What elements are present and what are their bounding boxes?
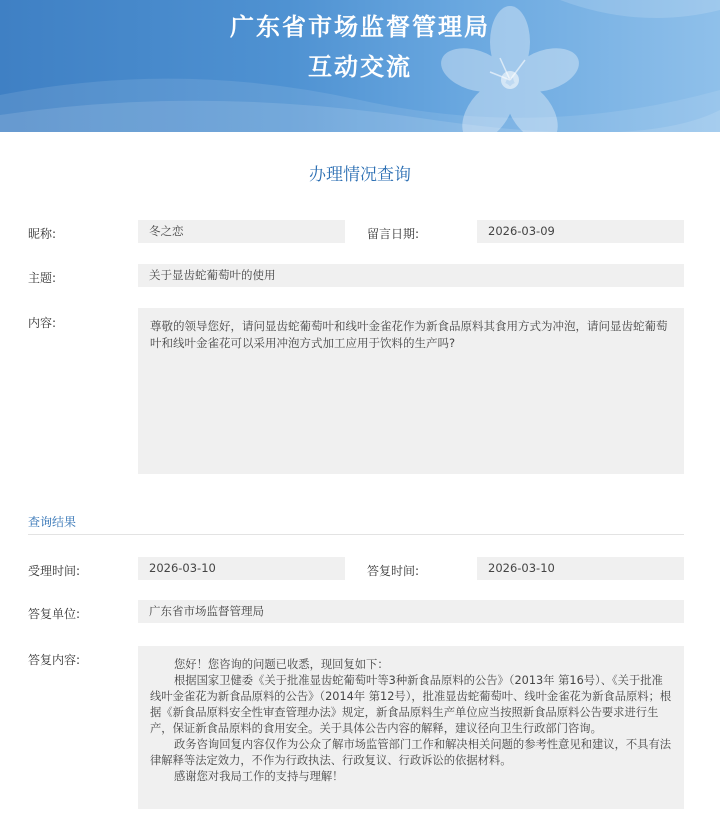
reply-unit-label: 答复单位: xyxy=(28,607,81,621)
reply-paragraph: 感谢您对我局工作的支持与理解！ xyxy=(174,770,344,783)
date-label: 留言日期: xyxy=(367,227,420,241)
nickname-label: 昵称: xyxy=(28,227,57,241)
accept-time-label: 受理时间: xyxy=(28,564,81,578)
header-subtitle: 互动交流 xyxy=(308,53,412,81)
result-divider xyxy=(28,534,684,535)
page-title: 办理情况查询 xyxy=(309,165,411,185)
reply-time-field: 2026-03-10 xyxy=(477,557,684,580)
reply-content-field xyxy=(138,646,684,809)
date-field: 2026-03-09 xyxy=(477,220,684,243)
result-heading: 查询结果 xyxy=(28,515,77,529)
reply-paragraph: 根据国家卫健委《关于批准显齿蛇葡萄叶等3种新食品原料的公告》（2013年 第16号）、《关于批准线叶金雀花为新食品原料的公告》（2014年 第12号），批准显齿蛇葡萄叶、线叶金雀花为新食品原料；根据《新食品原料安全性审查管理办法》规定，新食品原料生产单位应当按照新食品原料公告要求进行生产，保证新食品原料的食用安全。关于具体公告内容的解释，建议径向卫生行政部门咨询。 xyxy=(150,674,672,735)
header-org-name: 广东省市场监督管理局 xyxy=(230,13,490,41)
nickname-field: 冬之恋 xyxy=(138,220,345,243)
content-field: 尊敬的领导您好，请问显齿蛇葡萄叶和线叶金雀花作为新食品原料其食用方式为冲泡，请问显齿蛇葡萄叶和线叶金雀花可以采用冲泡方式加工应用于饮料的生产吗? xyxy=(138,308,684,474)
subject-label: 主题: xyxy=(28,271,57,285)
accept-time-field: 2026-03-10 xyxy=(138,557,345,580)
content-label: 内容: xyxy=(28,316,57,330)
reply-paragraph: 政务咨询回复内容仅作为公众了解市场监管部门工作和解决相关问题的参考性意见和建议，不具有法律解释等法定效力，不作为行政执法、行政复议、行政诉讼的依据材料。 xyxy=(150,738,672,767)
subject-field: 关于显齿蛇葡萄叶的使用 xyxy=(138,264,684,287)
header-banner xyxy=(0,0,720,132)
reply-content-label: 答复内容: xyxy=(28,653,81,667)
reply-paragraph: 您好！您咨询的问题已收悉，现回复如下： xyxy=(174,658,389,671)
reply-time-label: 答复时间: xyxy=(367,564,420,578)
reply-unit-field: 广东省市场监督管理局 xyxy=(138,600,684,623)
